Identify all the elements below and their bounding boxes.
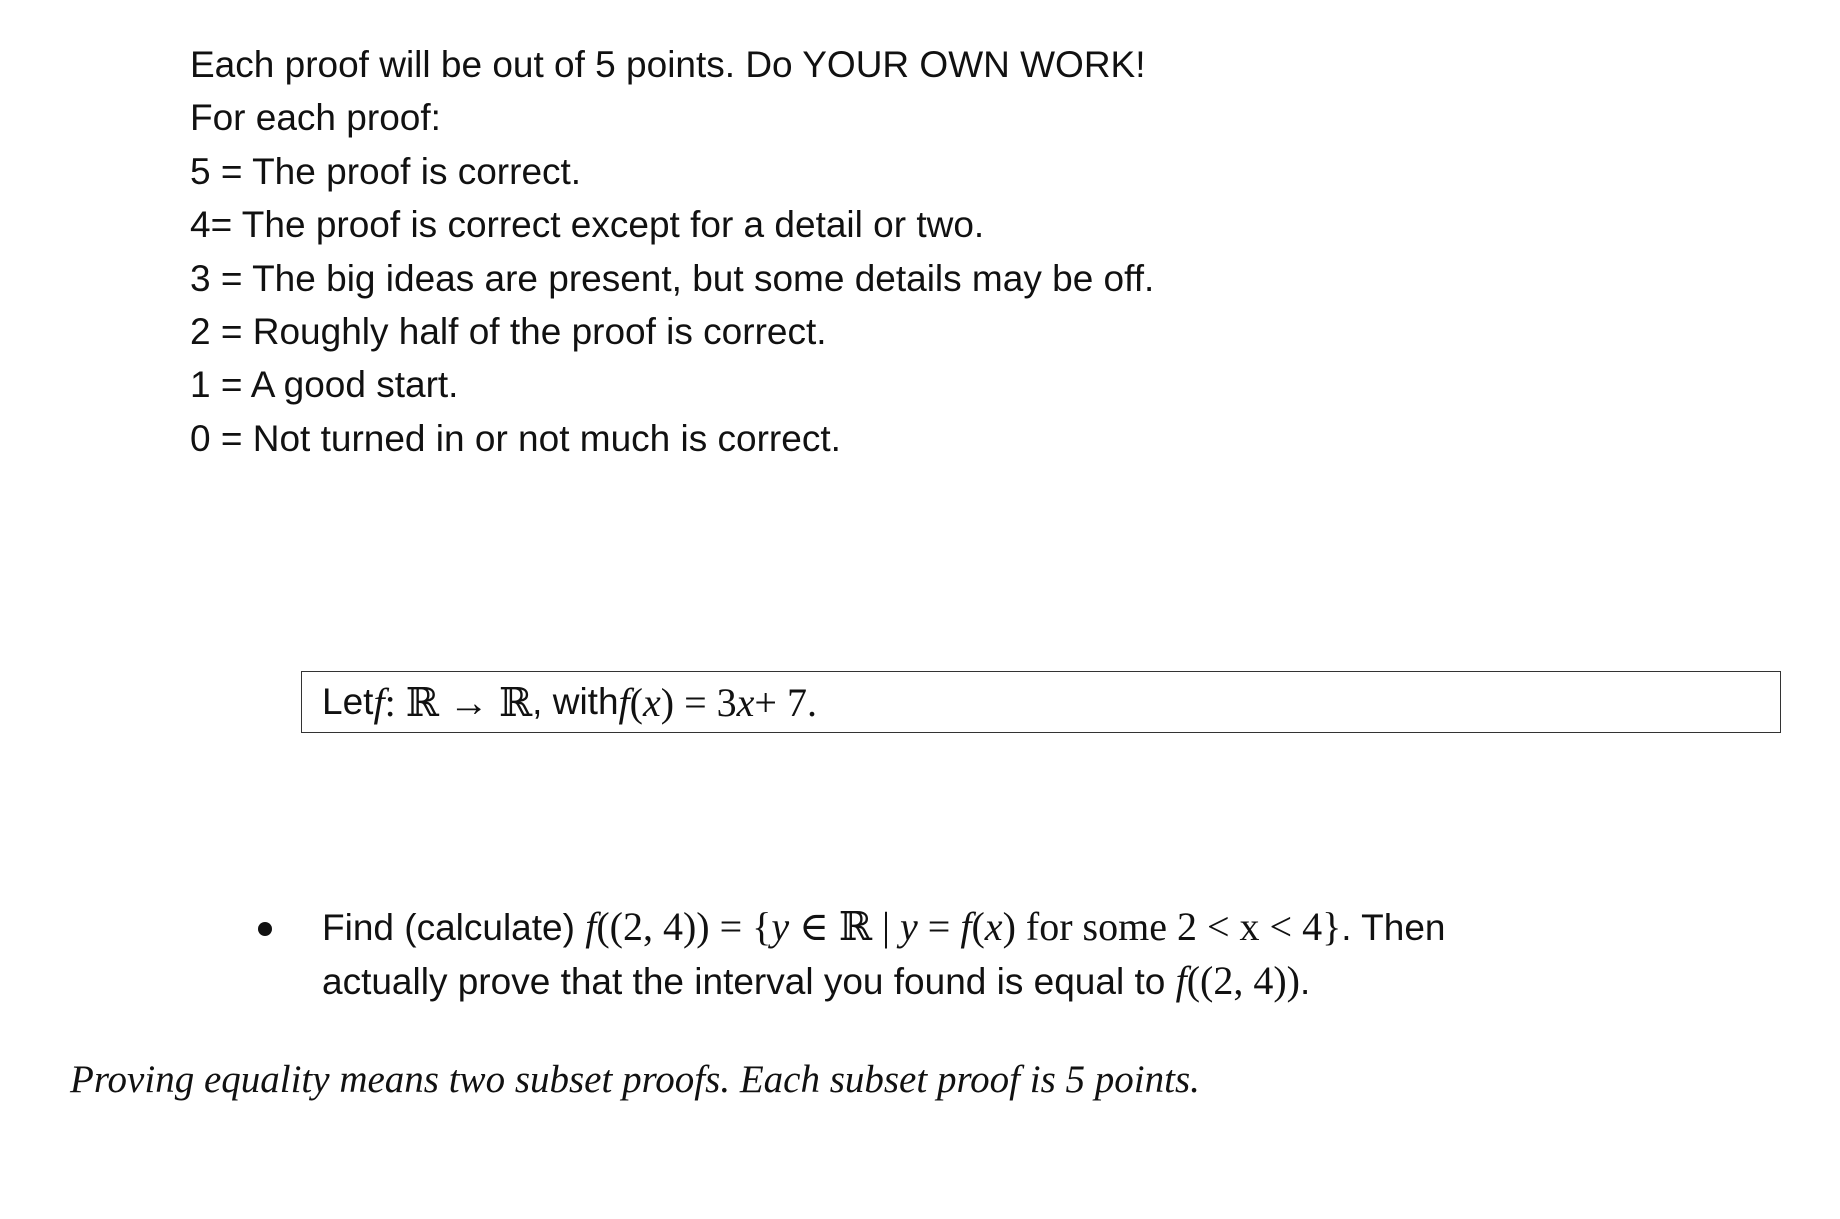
definition-mapping: : ℝ → ℝ [384, 679, 533, 725]
rubric-level-3: 3 = The big ideas are present, but some details may be off. [190, 257, 1155, 299]
bullet-icon [258, 922, 272, 936]
definition-f: f [373, 679, 385, 725]
problem-line1-in: ∈ ℝ | [789, 904, 901, 949]
problem-line1-tail: . Then [1341, 907, 1446, 948]
definition-with: , with [532, 681, 619, 722]
problem-line1-x: x [984, 904, 1003, 949]
problem-line1-f: f [585, 904, 597, 949]
problem-line1-eq: = [917, 904, 961, 949]
definition-let: Let [322, 681, 374, 722]
rubric-level-5: 5 = The proof is correct. [190, 150, 582, 192]
problem-line2-f: f [1175, 958, 1187, 1003]
problem-line1-f2: f [960, 904, 972, 949]
definition-formula-rhs: + 7. [754, 679, 817, 725]
problem-line1-y: y [771, 904, 790, 949]
function-definition-box [301, 671, 1781, 733]
rubric-level-1: 1 = A good start. [190, 364, 459, 406]
rubric-level-2: 2 = Roughly half of the proof is correct. [190, 311, 827, 353]
problem-line2-text: actually prove that the interval you found is equal to [322, 961, 1176, 1002]
problem-line1-set: ((2, 4)) = { [596, 904, 772, 949]
problem-line1-paren-open: ( [971, 904, 985, 949]
definition-formula-x2: x [736, 679, 755, 725]
definition-formula-open: ( [629, 679, 643, 725]
rubric-heading: For each proof: [190, 97, 441, 139]
grading-rubric [190, 38, 1154, 465]
rubric-intro: Each proof will be out of 5 points. Do YOUR OWN WORK! [190, 44, 1146, 85]
footer-note: Proving equality means two subset proofs. Each subset proof is 5 points. [70, 1058, 1200, 1101]
rubric-level-4: 4= The proof is correct except for a detail or two. [190, 204, 985, 246]
problem-line-1 [322, 900, 1446, 954]
problem-line1-y2: y [900, 904, 918, 949]
problem-text [322, 900, 1446, 1008]
problem-line-2 [322, 954, 1446, 1008]
rubric-level-0: 0 = Not turned in or not much is correct. [190, 417, 841, 459]
problem-line2-math: ((2, 4)) [1186, 958, 1300, 1003]
definition-formula-x: x [642, 679, 661, 725]
problem-line2-tail: . [1300, 961, 1311, 1002]
problem-line1-text: Find (calculate) [322, 907, 586, 948]
definition-formula-f: f [618, 679, 630, 725]
definition-formula-close: ) = 3 [660, 679, 737, 725]
problem-line1-paren-close: ) for some 2 < x < 4} [1002, 904, 1342, 949]
